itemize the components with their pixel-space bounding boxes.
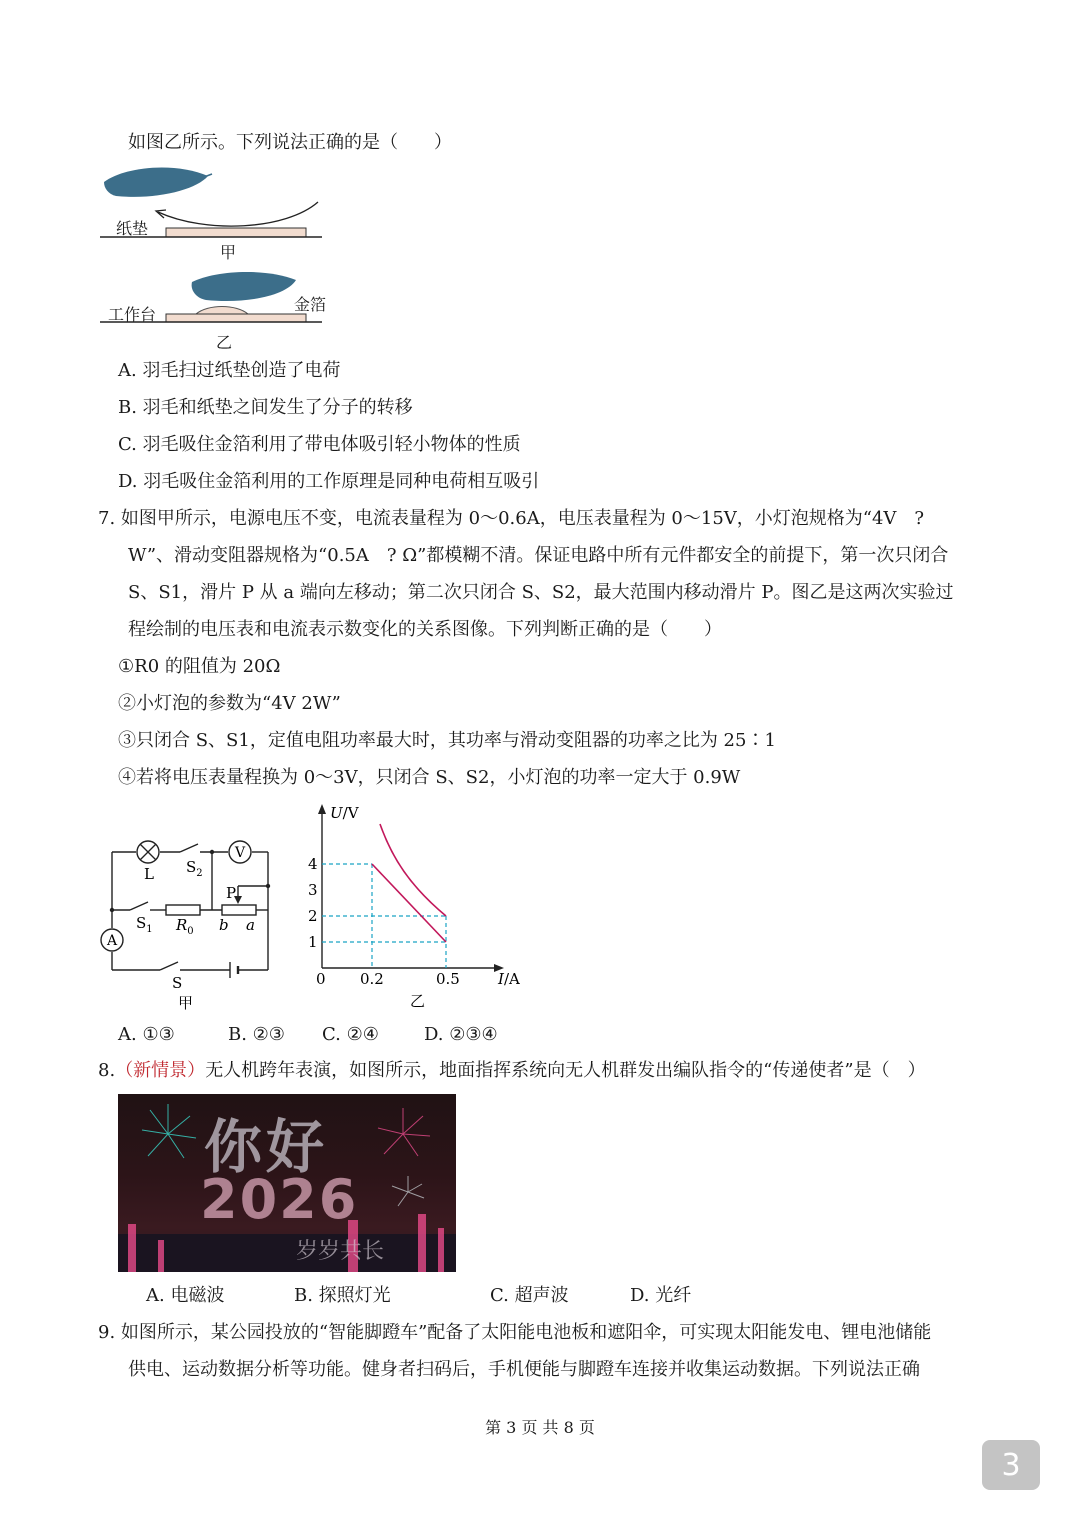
y-tick-3: 3 xyxy=(308,881,318,899)
firework-icon xyxy=(392,1176,424,1206)
fig-yi-caption: 乙 xyxy=(216,333,233,352)
q9-stem-line-2: 供电、运动数据分析等功能。健身者扫码后，手机便能与脚蹬车连接并收集运动数据。下列说法正确 xyxy=(128,1359,920,1380)
q7-stem-line-1: 7. 如图甲所示，电源电压不变，电流表量程为 0～0.6A，电压表量程为 0～15V，小灯泡规格为“4V ? xyxy=(98,508,925,529)
paper-pad xyxy=(166,228,306,237)
q8-option-c[interactable]: C. 超声波 xyxy=(490,1285,569,1306)
drone-text-banner: 岁岁共长 xyxy=(296,1239,385,1264)
dashed-guides xyxy=(322,864,446,968)
circuit-caption: 甲 xyxy=(178,994,194,1012)
lamp-curve xyxy=(380,824,446,916)
axes xyxy=(322,808,500,968)
fig-jia-caption: 甲 xyxy=(220,243,237,262)
q8-tag: （新情景） xyxy=(115,1060,206,1081)
q7-option-b[interactable]: B. ②③ xyxy=(228,1024,285,1045)
firework-icon xyxy=(378,1108,430,1156)
q7-stem-line-4: 程绘制的电压表和电流表示数变化的关系图像。下列判断正确的是（ ） xyxy=(128,619,722,640)
pad-label: 纸垫 xyxy=(116,219,149,238)
q6-option-d[interactable]: D. 羽毛吸住金箔利用的工作原理是同种电荷相互吸引 xyxy=(118,471,540,492)
lamp-label: L xyxy=(144,865,154,883)
q8-option-a[interactable]: A. 电磁波 xyxy=(146,1285,225,1306)
resistor-r0 xyxy=(166,905,200,915)
table-label: 工作台 xyxy=(108,305,157,324)
foil-label: 金箔 xyxy=(294,295,327,314)
y-tick-4: 4 xyxy=(308,855,318,873)
y-axis-arrow-icon xyxy=(318,804,326,814)
voltmeter-label: V xyxy=(235,845,246,861)
x-tick-0-5: 0.5 xyxy=(436,970,460,988)
q7-option-a[interactable]: A. ①③ xyxy=(118,1024,175,1045)
q9-stem-line-1: 9. 如图所示，某公园投放的“智能脚蹬车”配备了太阳能电池板和遮阳伞，可实现太阳能发电、锂电池储能 xyxy=(98,1322,932,1343)
work-table xyxy=(166,314,306,322)
q7-stem-line-2: W”、滑动变阻器规格为“0.5A ? Ω”都模糊不清。保证电路中所有元件都安全的前提下，第一次只闭合 xyxy=(128,545,949,566)
feather-icon xyxy=(104,167,208,196)
q6-option-c[interactable]: C. 羽毛吸住金箔利用了带电体吸引轻小物体的性质 xyxy=(118,434,521,455)
q7-option-d[interactable]: D. ②③④ xyxy=(424,1024,498,1045)
origin-label: 0 xyxy=(316,970,326,988)
q7-statement-4: ④若将电压表量程换为 0～3V，只闭合 S、S2，小灯泡的功率一定大于 0.9W xyxy=(118,767,741,788)
graph-caption: 乙 xyxy=(410,992,426,1010)
gold-foil xyxy=(196,307,248,315)
s1-label: $S_1$ xyxy=(136,914,153,935)
q8-stem xyxy=(98,1060,926,1082)
x-tick-0-2: 0.2 xyxy=(360,970,384,988)
page-number-badge[interactable]: 3 xyxy=(982,1440,1040,1490)
b-label: b xyxy=(219,916,229,934)
sweep-arc xyxy=(158,202,318,226)
drone-show-photo xyxy=(118,1094,456,1272)
y-axis-label: U/V xyxy=(330,804,359,822)
slider-label: P xyxy=(226,884,237,902)
a-label: a xyxy=(246,916,255,934)
r0-line xyxy=(372,864,446,942)
drone-text-2026: 2026 xyxy=(200,1168,359,1231)
feather-icon xyxy=(192,272,296,301)
q6-stem-tail: 如图乙所示。下列说法正确的是（ ） xyxy=(128,132,452,153)
q8-stem-text: 无人机跨年表演，如图所示，地面指挥系统向无人机群发出编队指令的“传递使者”是（ ） xyxy=(205,1060,926,1081)
q8-option-d[interactable]: D. 光纤 xyxy=(630,1285,692,1306)
circuit-diagram xyxy=(96,832,286,1017)
q6-option-b[interactable]: B. 羽毛和纸垫之间发生了分子的转移 xyxy=(118,397,413,418)
drone-text-nihao: 你好 xyxy=(204,1113,329,1181)
feather-pad-figure xyxy=(96,160,336,260)
page-footer: 第 3 页 共 8 页 xyxy=(485,1418,595,1437)
q7-statement-3: ③只闭合 S、S1，定值电阻功率最大时，其功率与滑动变阻器的功率之比为 25∶1 xyxy=(118,730,776,751)
q8-option-b[interactable]: B. 探照灯光 xyxy=(294,1285,391,1306)
ui-graph xyxy=(300,798,530,1013)
q7-statement-1: ①R0 的阻值为 20Ω xyxy=(118,656,281,677)
y-tick-2: 2 xyxy=(308,907,318,925)
city-skyline xyxy=(118,1234,456,1272)
s-label: S xyxy=(172,974,183,992)
s2-label: $S_2$ xyxy=(186,858,203,879)
ammeter-label: A xyxy=(107,933,118,949)
q7-option-c[interactable]: C. ②④ xyxy=(322,1024,379,1045)
r0-label: $R_0$ xyxy=(176,916,194,937)
q7-statement-2: ②小灯泡的参数为“4V 2W” xyxy=(118,693,341,714)
rheostat xyxy=(222,905,256,915)
q8-number: 8. xyxy=(98,1060,116,1081)
q6-option-a[interactable]: A. 羽毛扫过纸垫创造了电荷 xyxy=(118,360,341,381)
y-tick-1: 1 xyxy=(308,933,318,951)
firework-icon xyxy=(142,1104,196,1158)
q7-stem-line-3: S、S1，滑片 P 从 a 端向左移动；第二次只闭合 S、S2，最大范围内移动滑片 P。图乙是这两次实验过 xyxy=(128,582,954,603)
x-axis-label: I/A xyxy=(498,970,520,988)
